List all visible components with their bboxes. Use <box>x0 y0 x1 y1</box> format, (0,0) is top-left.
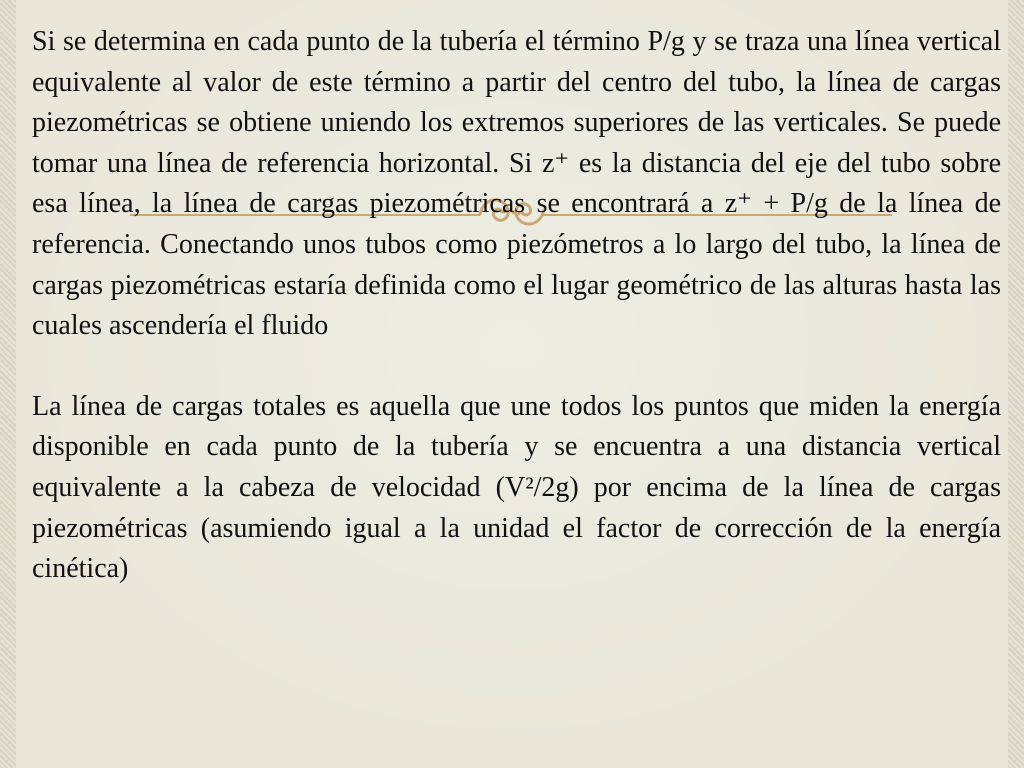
left-border-pattern <box>0 0 16 768</box>
paragraph-total-head-line: La línea de cargas totales es aquella que une todos los puntos que miden la energía disponible en cada punto de la tubería y se encuentra a una distancia vertical equivalente a la cabeza de velocidad (V²/2g) por encima de la línea de cargas piezométricas (asumiendo igual a la unidad el factor de corrección de la energía cinética) <box>32 390 1001 585</box>
slide-body <box>32 22 1001 590</box>
paragraph-piezometric-line: Si se determina en cada punto de la tubería el término P/g y se traza una línea vertical equivalente al valor de este término a partir del centro del tubo, la línea de cargas piezométricas se obtiene uniendo los extremos superiores de las verticales. Se puede tomar una línea de referencia horizontal. Si z⁺ es la distancia del eje del tubo sobre esa línea, la línea de cargas piezométricas se encontrará a z⁺ + P/g de la línea de referencia. Conectando unos tubos como piezómetros a lo largo del tubo, la línea de cargas piezométricas estaría definida como el lugar geométrico de las alturas hasta las cuales ascendería el fluido <box>32 26 1001 342</box>
right-border-pattern <box>1008 0 1024 768</box>
